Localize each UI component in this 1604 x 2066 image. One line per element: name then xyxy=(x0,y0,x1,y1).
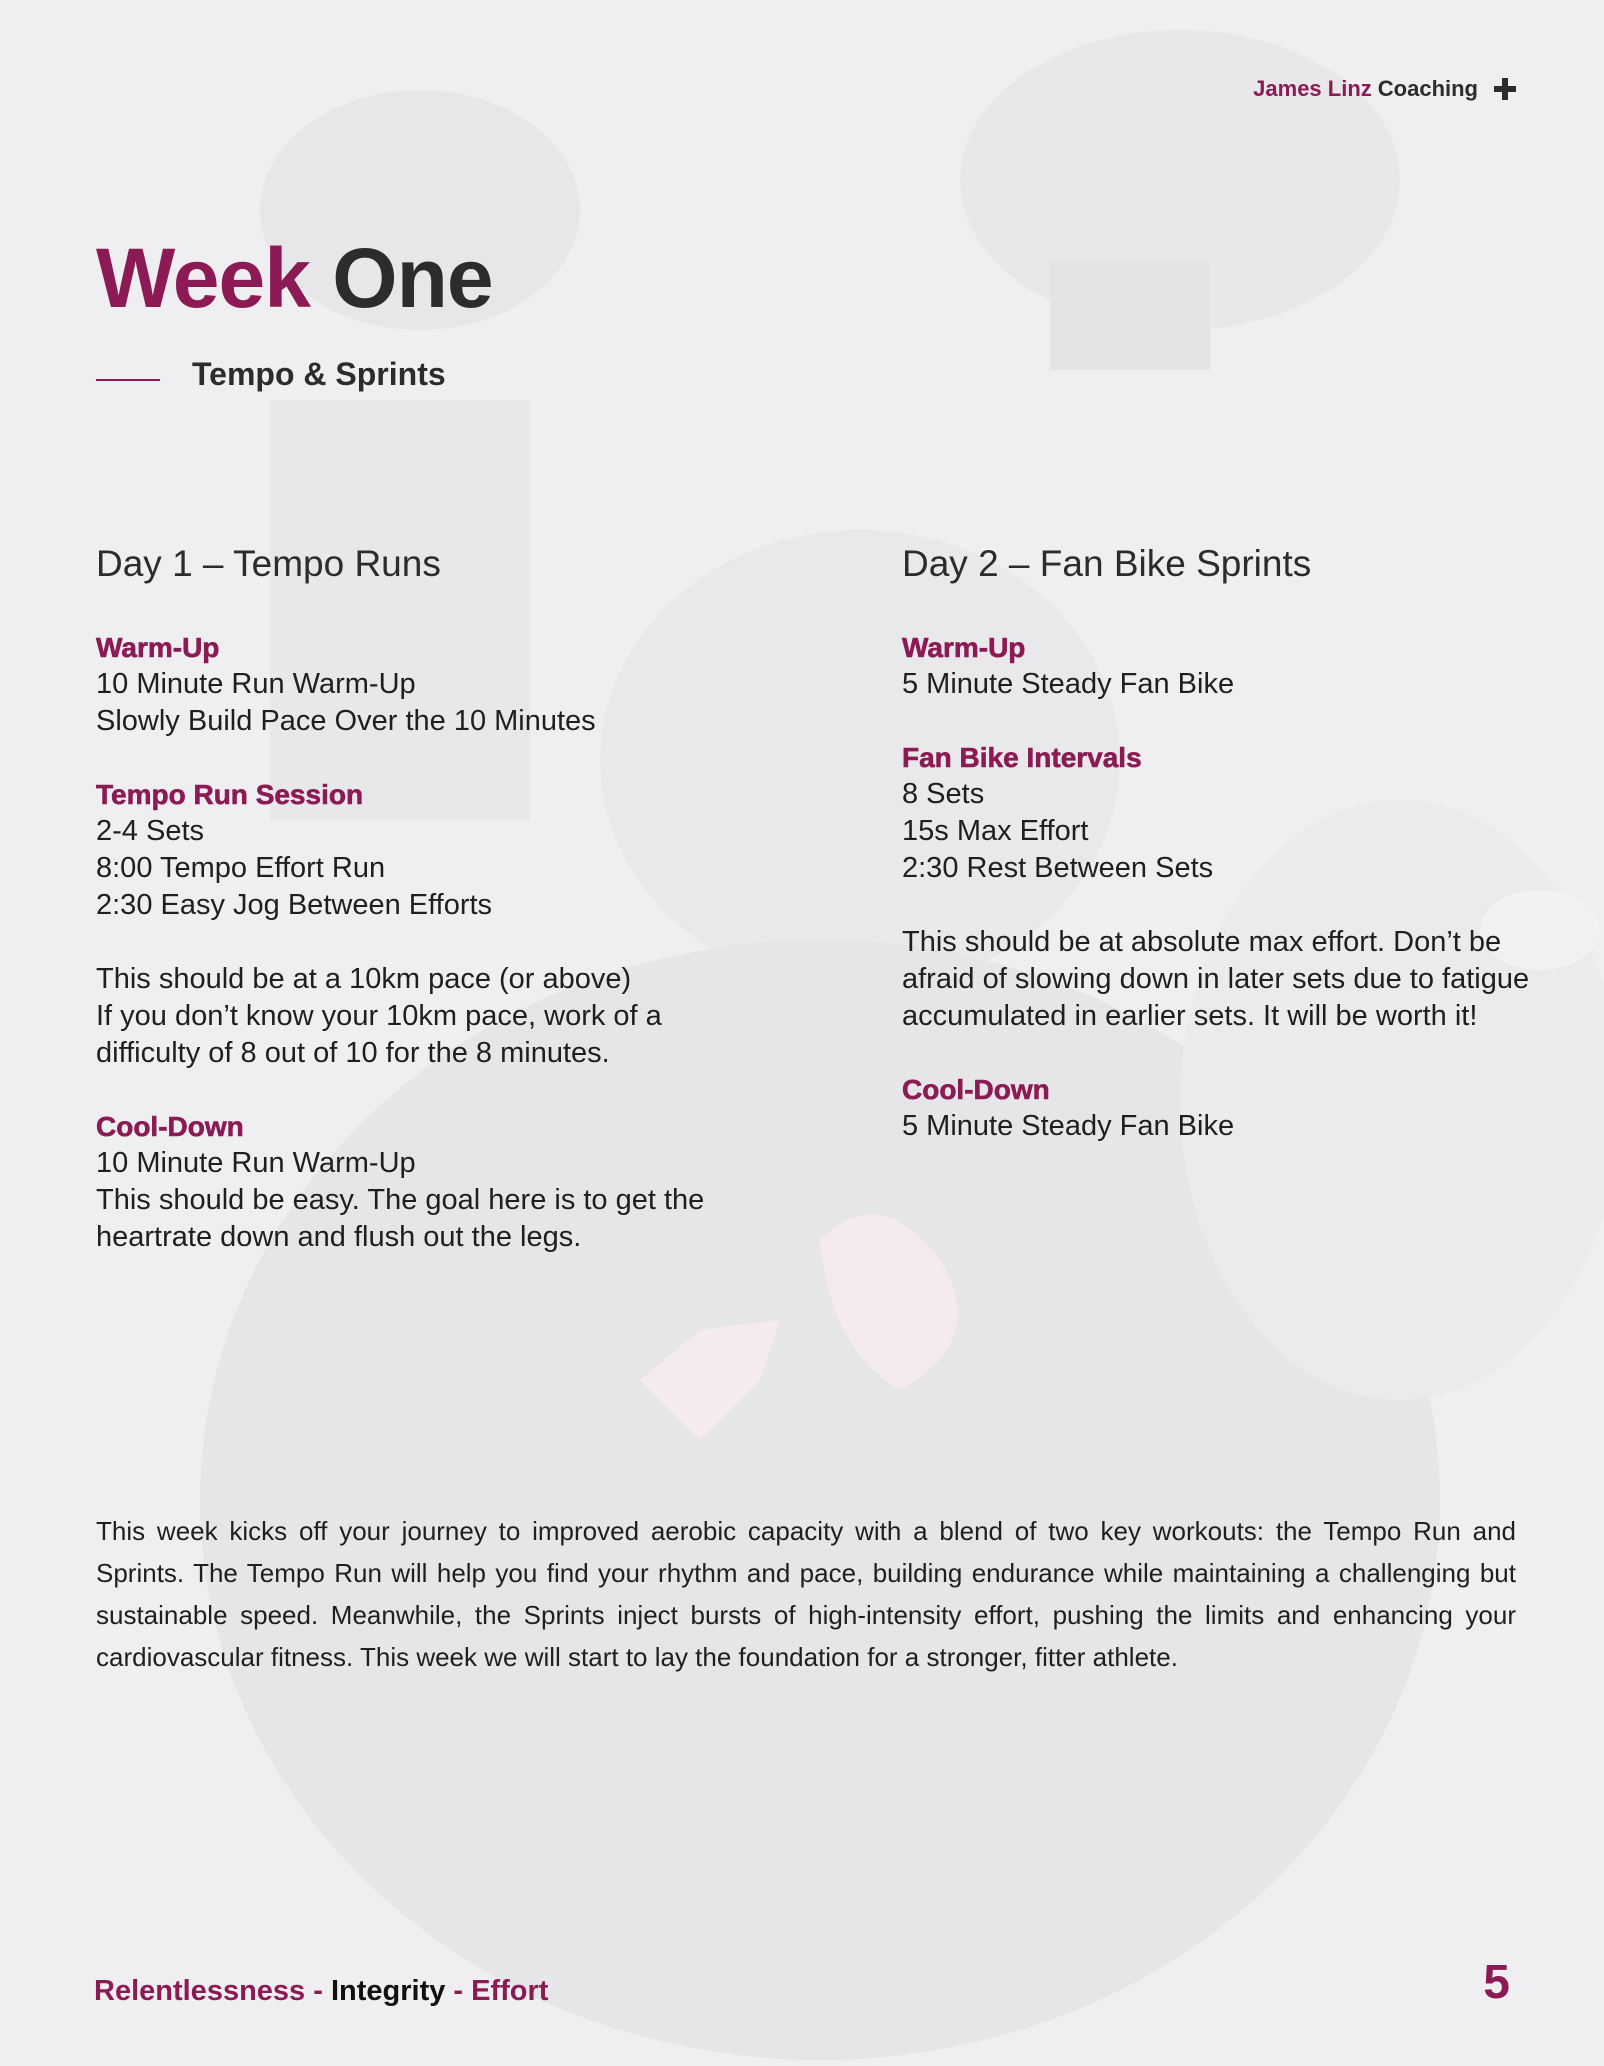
day2-note-line: accumulated in earlier sets. It will be worth it! xyxy=(902,1000,1478,1032)
day1-session-line: 2-4 Sets xyxy=(96,815,204,847)
day2-note-line: This should be at absolute max effort. Don’t be xyxy=(902,926,1502,958)
day1-cooldown-line: 10 Minute Run Warm-Up xyxy=(96,1147,416,1179)
brand-name-accent: James Linz xyxy=(1253,76,1372,101)
footer-separator: - xyxy=(445,1975,472,2007)
day1-warmup-line: 10 Minute Run Warm-Up xyxy=(96,668,416,700)
day2-warmup-line: 5 Minute Steady Fan Bike xyxy=(902,668,1235,700)
footer-value-1: Relentlessness xyxy=(94,1975,306,2007)
day1-session-line: 8:00 Tempo Effort Run xyxy=(96,852,386,884)
brand-header xyxy=(1253,76,1516,102)
day2-cooldown-line: 5 Minute Steady Fan Bike xyxy=(902,1110,1235,1142)
footer-values xyxy=(94,1975,548,2008)
footer-value-2: Integrity xyxy=(330,1975,446,2007)
page-title-accent: Week xyxy=(96,231,310,325)
brand-name-rest: Coaching xyxy=(1377,76,1478,101)
day2-warmup-label: Warm-Up xyxy=(902,632,1026,663)
page-title-rest: One xyxy=(332,231,493,325)
footer-separator: - xyxy=(305,1975,331,2007)
day1-session-line: 2:30 Easy Jog Between Efforts xyxy=(96,889,493,921)
day1-note-line: difficulty of 8 out of 10 for the 8 minutes. xyxy=(96,1037,610,1069)
intro-paragraph: This week kicks off your journey to improved aerobic capacity with a blend of two key workouts: the Tempo Run and Sprints. The Tempo Run will help you find your rhythm and pace, building endurance while maintaining a challenging but sustainable speed. Meanwhile, the Sprints inject bursts of high-intensity effort, pushing the limits and enhancing your cardiovascular fitness. This week we will start to lay the foundation for a stronger, fitter athlete. xyxy=(96,1516,1516,1672)
day2-note-line: afraid of slowing down in later sets due to fatigue xyxy=(902,963,1530,995)
day1-cooldown-line: heartrate down and flush out the legs. xyxy=(96,1221,582,1253)
day1-cooldown-line: This should be easy. The goal here is to get the xyxy=(96,1184,705,1216)
subtitle-divider xyxy=(96,379,160,381)
footer-value-3: Effort xyxy=(471,1975,549,2007)
day1-warmup-line: Slowly Build Pace Over the 10 Minutes xyxy=(96,705,596,737)
day1-note-line: This should be at a 10km pace (or above) xyxy=(96,963,632,995)
day1-note-line: If you don’t know your 10km pace, work of a xyxy=(96,1000,662,1032)
day1-cooldown-label: Cool-Down xyxy=(96,1111,244,1142)
subtitle-text: Tempo & Sprints xyxy=(192,356,446,392)
page-subtitle xyxy=(96,356,446,393)
day2-intervals-line: 15s Max Effort xyxy=(902,815,1089,847)
day2-cooldown-label: Cool-Down xyxy=(902,1074,1050,1105)
page-title xyxy=(96,230,493,327)
page-number: 5 xyxy=(1483,1956,1510,2009)
day2-intervals-line: 2:30 Rest Between Sets xyxy=(902,852,1214,884)
day2-intervals-label: Fan Bike Intervals xyxy=(902,742,1142,773)
day2-column xyxy=(902,538,1602,1145)
day2-intervals-line: 8 Sets xyxy=(902,778,985,810)
day1-warmup-label: Warm-Up xyxy=(96,632,220,663)
day2-heading: Day 2 – Fan Bike Sprints xyxy=(902,543,1312,584)
day1-column xyxy=(96,538,816,1256)
day1-heading: Day 1 – Tempo Runs xyxy=(96,543,441,584)
plus-icon xyxy=(1494,78,1516,100)
day1-session-label: Tempo Run Session xyxy=(96,779,364,810)
